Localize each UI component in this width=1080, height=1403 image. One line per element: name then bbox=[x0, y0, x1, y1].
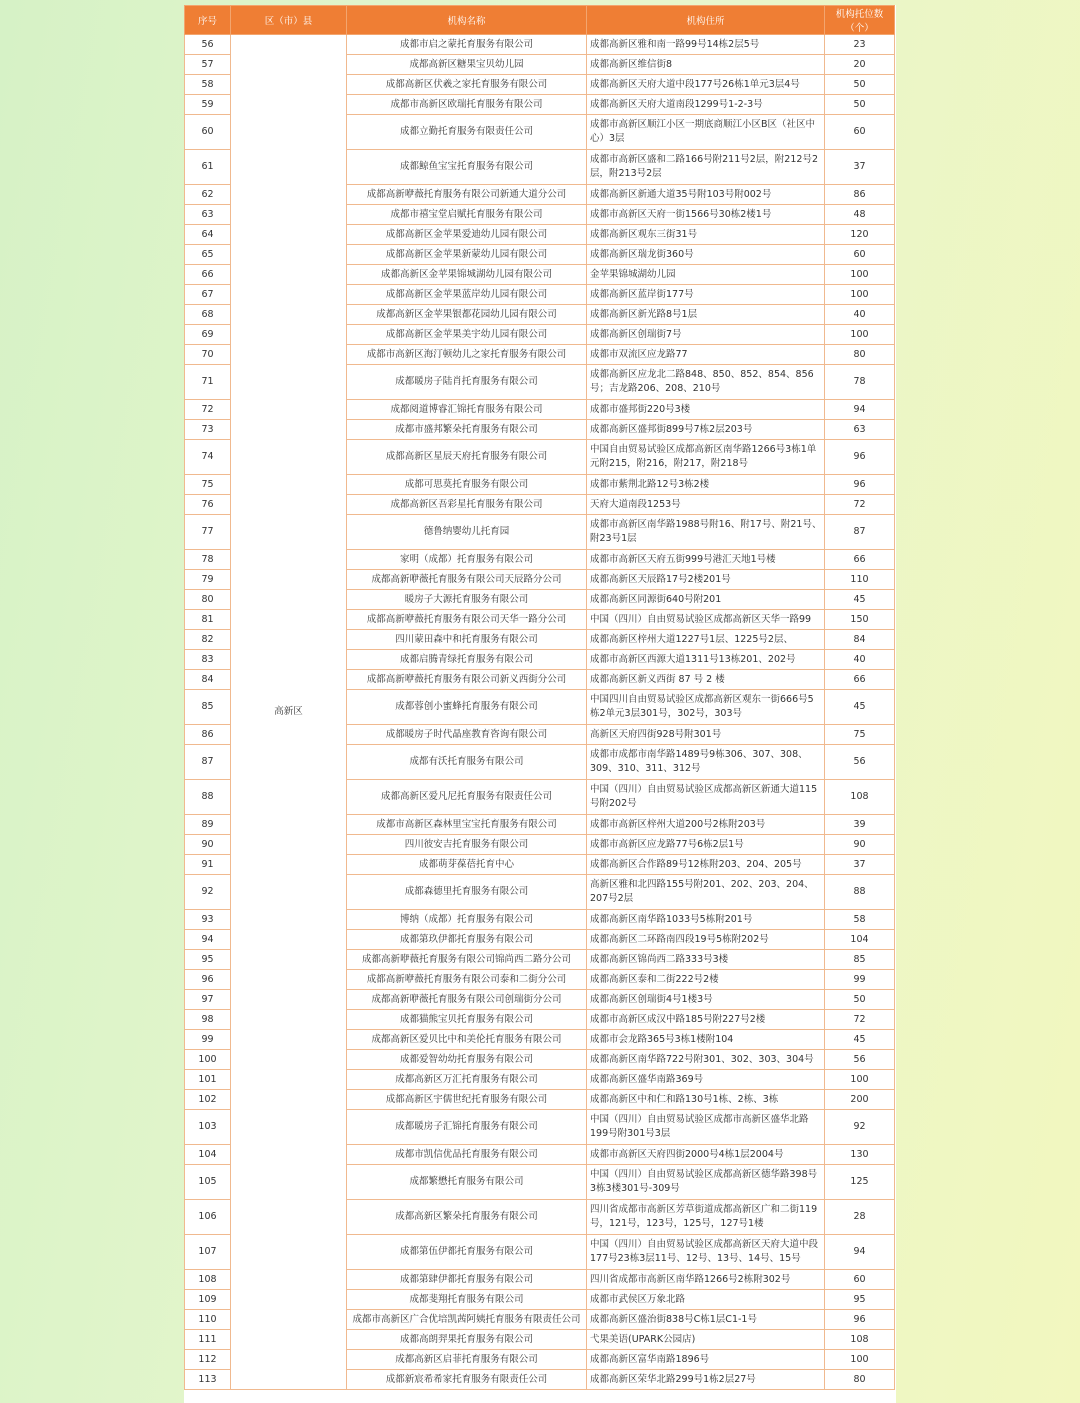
row-number: 96 bbox=[185, 970, 231, 990]
institution-address: 成都市盛邦街220号3楼 bbox=[587, 400, 825, 420]
institution-capacity: 78 bbox=[825, 365, 895, 400]
institution-name: 成都立勤托育服务有限责任公司 bbox=[347, 115, 587, 150]
institution-capacity: 84 bbox=[825, 630, 895, 650]
institution-address: 成都市成都市南华路1489号9栋306、307、308、309、310、311、312号 bbox=[587, 745, 825, 780]
institution-address: 成都高新区南华路1033号5栋附201号 bbox=[587, 910, 825, 930]
row-number: 67 bbox=[185, 285, 231, 305]
institution-address: 成都市高新区顺江小区一期底商顺江小区B区（社区中心）3层 bbox=[587, 115, 825, 150]
institution-address: 四川省成都市高新区南华路1266号2栋附302号 bbox=[587, 1270, 825, 1290]
institution-address: 中国自由贸易试验区成都高新区南华路1266号3栋1单元附215，附216，附217，附218号 bbox=[587, 440, 825, 475]
row-number: 98 bbox=[185, 1010, 231, 1030]
row-number: 82 bbox=[185, 630, 231, 650]
institution-capacity: 45 bbox=[825, 590, 895, 610]
institution-address: 成都市高新区天府一街1566号30栋2楼1号 bbox=[587, 205, 825, 225]
institution-capacity: 66 bbox=[825, 550, 895, 570]
institution-capacity: 40 bbox=[825, 305, 895, 325]
row-number: 99 bbox=[185, 1030, 231, 1050]
institution-address: 成都市高新区盛和二路166号附211号2层，附212号2层，附213号2层 bbox=[587, 150, 825, 185]
institution-capacity: 87 bbox=[825, 515, 895, 550]
institution-capacity: 96 bbox=[825, 440, 895, 475]
institution-capacity: 100 bbox=[825, 325, 895, 345]
institution-capacity: 108 bbox=[825, 1330, 895, 1350]
row-number: 79 bbox=[185, 570, 231, 590]
institution-capacity: 94 bbox=[825, 1235, 895, 1270]
row-number: 75 bbox=[185, 475, 231, 495]
institution-name: 成都萌芽葆蓓托育中心 bbox=[347, 855, 587, 875]
institution-address: 成都市高新区应龙路77号6栋2层1号 bbox=[587, 835, 825, 855]
row-number: 87 bbox=[185, 745, 231, 780]
institution-address: 成都高新区天府大道中段177号26栋1单元3层4号 bbox=[587, 75, 825, 95]
institution-address: 成都高新区瑞龙街360号 bbox=[587, 245, 825, 265]
institution-name: 成都高新咿薇托育服务有限公司新义西街分公司 bbox=[347, 670, 587, 690]
institution-capacity: 48 bbox=[825, 205, 895, 225]
institution-capacity: 75 bbox=[825, 725, 895, 745]
institution-address: 成都高新区二环路南四段19号5栋附202号 bbox=[587, 930, 825, 950]
row-number: 101 bbox=[185, 1070, 231, 1090]
row-number: 84 bbox=[185, 670, 231, 690]
institution-name: 成都高新咿薇托育服务有限公司创瑞街分公司 bbox=[347, 990, 587, 1010]
institution-capacity: 90 bbox=[825, 835, 895, 855]
row-number: 85 bbox=[185, 690, 231, 725]
institution-name: 成都高朗羿果托育服务有限公司 bbox=[347, 1330, 587, 1350]
institution-address: 成都市高新区成汉中路185号附227号2楼 bbox=[587, 1010, 825, 1030]
institution-capacity: 108 bbox=[825, 780, 895, 815]
institution-name: 成都高新咿薇托育服务有限公司泰和二街分公司 bbox=[347, 970, 587, 990]
row-number: 56 bbox=[185, 35, 231, 55]
institution-capacity: 88 bbox=[825, 875, 895, 910]
institution-address: 中国（四川）自由贸易试验区成都高新区天华一路99 bbox=[587, 610, 825, 630]
institution-capacity: 50 bbox=[825, 75, 895, 95]
institution-name: 成都可思莫托育服务有限公司 bbox=[347, 475, 587, 495]
institution-capacity: 100 bbox=[825, 285, 895, 305]
row-number: 102 bbox=[185, 1090, 231, 1110]
institution-address: 金苹果锦城湖幼儿园 bbox=[587, 265, 825, 285]
institution-capacity: 120 bbox=[825, 225, 895, 245]
institution-capacity: 50 bbox=[825, 990, 895, 1010]
institution-name: 成都阅道博睿汇锦托育服务有限公司 bbox=[347, 400, 587, 420]
row-number: 60 bbox=[185, 115, 231, 150]
row-number: 59 bbox=[185, 95, 231, 115]
district-cell: 高新区 bbox=[231, 35, 347, 1390]
institution-address: 成都高新区应龙北二路848、850、852、854、856号；吉龙路206、208、210号 bbox=[587, 365, 825, 400]
row-number: 106 bbox=[185, 1200, 231, 1235]
institution-capacity: 92 bbox=[825, 1110, 895, 1145]
row-number: 94 bbox=[185, 930, 231, 950]
institution-address: 成都高新区锦尚西二路333号3楼 bbox=[587, 950, 825, 970]
institution-capacity: 58 bbox=[825, 910, 895, 930]
institution-capacity: 39 bbox=[825, 815, 895, 835]
institution-name: 成都启腾青绿托育服务有限公司 bbox=[347, 650, 587, 670]
header-name: 机构名称 bbox=[347, 6, 587, 35]
institution-capacity: 200 bbox=[825, 1090, 895, 1110]
institution-capacity: 86 bbox=[825, 185, 895, 205]
institution-name: 成都高新区金苹果蓝岸幼儿园有限公司 bbox=[347, 285, 587, 305]
row-number: 90 bbox=[185, 835, 231, 855]
institution-capacity: 60 bbox=[825, 115, 895, 150]
institution-address: 成都市会龙路365号3栋1楼附104 bbox=[587, 1030, 825, 1050]
institution-capacity: 45 bbox=[825, 690, 895, 725]
institution-name: 成都猫熊宝贝托育服务有限公司 bbox=[347, 1010, 587, 1030]
row-number: 95 bbox=[185, 950, 231, 970]
institution-address: 高新区天府四街928号附301号 bbox=[587, 725, 825, 745]
institution-name: 成都高新区吾彩星托育服务有限公司 bbox=[347, 495, 587, 515]
institution-capacity: 40 bbox=[825, 650, 895, 670]
institution-name: 成都新宸希希家托育服务有限责任公司 bbox=[347, 1370, 587, 1390]
row-number: 113 bbox=[185, 1370, 231, 1390]
institution-name: 成都蓉创小蜜蜂托育服务有限公司 bbox=[347, 690, 587, 725]
institution-address: 成都高新区梓州大道1227号1层、1225号2层、 bbox=[587, 630, 825, 650]
institution-name: 成都高新区金苹果新蒙幼儿园有限公司 bbox=[347, 245, 587, 265]
row-number: 68 bbox=[185, 305, 231, 325]
institution-capacity: 100 bbox=[825, 1350, 895, 1370]
institution-name: 成都市高新区广合优培凯茜阿姨托育服务有限责任公司 bbox=[347, 1310, 587, 1330]
institution-address: 中国（四川）自由贸易试验区成都高新区天府大道中段177号23栋3层11号、12号、13号、14号、15号 bbox=[587, 1235, 825, 1270]
institution-name: 四川蒙田森中和托育服务有限公司 bbox=[347, 630, 587, 650]
row-number: 107 bbox=[185, 1235, 231, 1270]
institution-name: 成都有沃托育服务有限公司 bbox=[347, 745, 587, 780]
institution-name: 成都高新区爱贝比中和美伦托育服务有限公司 bbox=[347, 1030, 587, 1050]
row-number: 92 bbox=[185, 875, 231, 910]
institution-name: 成都市盛邦繁朵托育服务有限公司 bbox=[347, 420, 587, 440]
institution-capacity: 37 bbox=[825, 855, 895, 875]
row-number: 72 bbox=[185, 400, 231, 420]
table-body bbox=[185, 35, 895, 1390]
row-number: 103 bbox=[185, 1110, 231, 1145]
institution-capacity: 45 bbox=[825, 1030, 895, 1050]
institution-address: 中国（四川）自由贸易试验区成都高新区德华路398号3栋3楼301号-309号 bbox=[587, 1165, 825, 1200]
table-header-row bbox=[185, 6, 895, 35]
institution-address: 成都高新区雅和南一路99号14栋2层5号 bbox=[587, 35, 825, 55]
institution-name: 成都暖房子陆肖托育服务有限公司 bbox=[347, 365, 587, 400]
institution-address: 成都市高新区梓州大道200号2栋附203号 bbox=[587, 815, 825, 835]
institution-table-sheet bbox=[184, 5, 896, 1403]
institution-capacity: 104 bbox=[825, 930, 895, 950]
row-number: 63 bbox=[185, 205, 231, 225]
row-number: 57 bbox=[185, 55, 231, 75]
institution-capacity: 100 bbox=[825, 265, 895, 285]
institution-capacity: 96 bbox=[825, 1310, 895, 1330]
institution-capacity: 94 bbox=[825, 400, 895, 420]
institution-capacity: 80 bbox=[825, 345, 895, 365]
row-number: 69 bbox=[185, 325, 231, 345]
table-row bbox=[185, 35, 895, 55]
institution-name: 成都市禧宝堂启赋托育服务有限公司 bbox=[347, 205, 587, 225]
institution-address: 成都高新区新通大道35号附103号附002号 bbox=[587, 185, 825, 205]
institution-name: 成都爱智幼幼托育服务有限公司 bbox=[347, 1050, 587, 1070]
row-number: 110 bbox=[185, 1310, 231, 1330]
institution-name: 成都市高新区森林里宝宝托育服务有限公司 bbox=[347, 815, 587, 835]
row-number: 97 bbox=[185, 990, 231, 1010]
institution-address: 成都高新区维信街8 bbox=[587, 55, 825, 75]
institution-name: 博纳（成都）托育服务有限公司 bbox=[347, 910, 587, 930]
institution-address: 四川省成都市高新区芳草街道成都高新区广和二街119号，121号，123号，125号，127号1楼 bbox=[587, 1200, 825, 1235]
institution-name: 成都鲸鱼宝宝托育服务有限公司 bbox=[347, 150, 587, 185]
institution-address: 天府大道南段1253号 bbox=[587, 495, 825, 515]
institution-capacity: 37 bbox=[825, 150, 895, 185]
institution-address: 成都高新区天辰路17号2楼201号 bbox=[587, 570, 825, 590]
institution-address: 成都高新区中和仁和路130号1栋、2栋、3栋 bbox=[587, 1090, 825, 1110]
row-number: 89 bbox=[185, 815, 231, 835]
institution-address: 成都高新区新义西街 87 号 2 楼 bbox=[587, 670, 825, 690]
institution-name: 成都高新区糖果宝贝幼儿园 bbox=[347, 55, 587, 75]
institution-address: 成都高新区盛治街838号C栋1层C1-1号 bbox=[587, 1310, 825, 1330]
row-number: 66 bbox=[185, 265, 231, 285]
childcare-institution-table bbox=[184, 5, 895, 1390]
institution-capacity: 50 bbox=[825, 95, 895, 115]
institution-name: 成都高新区爱凡尼托育服务有限责任公司 bbox=[347, 780, 587, 815]
institution-address: 成都高新区合作路89号12栋附203、204、205号 bbox=[587, 855, 825, 875]
institution-address: 成都高新区盛邦街899号7栋2层203号 bbox=[587, 420, 825, 440]
institution-name: 成都森德里托育服务有限公司 bbox=[347, 875, 587, 910]
institution-name: 成都高新区万汇托育服务有限公司 bbox=[347, 1070, 587, 1090]
institution-capacity: 85 bbox=[825, 950, 895, 970]
institution-capacity: 72 bbox=[825, 495, 895, 515]
institution-address: 中国（四川）自由贸易试验区成都市高新区盛华北路199号附301号3层 bbox=[587, 1110, 825, 1145]
institution-address: 成都高新区盛华南路369号 bbox=[587, 1070, 825, 1090]
institution-name: 成都第伍伊都托育服务有限公司 bbox=[347, 1235, 587, 1270]
institution-name: 成都高新区星辰天府托育服务有限公司 bbox=[347, 440, 587, 475]
institution-name: 成都高新咿薇托育服务有限公司锦尚西二路分公司 bbox=[347, 950, 587, 970]
row-number: 81 bbox=[185, 610, 231, 630]
row-number: 112 bbox=[185, 1350, 231, 1370]
institution-name: 成都第肆伊都托育服务有限公司 bbox=[347, 1270, 587, 1290]
institution-address: 成都市双流区应龙路77 bbox=[587, 345, 825, 365]
row-number: 78 bbox=[185, 550, 231, 570]
institution-capacity: 130 bbox=[825, 1145, 895, 1165]
institution-name: 成都高新咿薇托育服务有限公司天辰路分公司 bbox=[347, 570, 587, 590]
institution-name: 成都高新区金苹果银都花园幼儿园有限公司 bbox=[347, 305, 587, 325]
institution-address: 成都高新区同源街640号附201 bbox=[587, 590, 825, 610]
row-number: 83 bbox=[185, 650, 231, 670]
row-number: 71 bbox=[185, 365, 231, 400]
row-number: 58 bbox=[185, 75, 231, 95]
institution-address: 成都高新区南华路722号附301、302、303、304号 bbox=[587, 1050, 825, 1070]
institution-name: 成都繁懋托育服务有限公司 bbox=[347, 1165, 587, 1200]
institution-capacity: 95 bbox=[825, 1290, 895, 1310]
row-number: 74 bbox=[185, 440, 231, 475]
institution-address: 成都市紫荆北路12号3栋2楼 bbox=[587, 475, 825, 495]
row-number: 91 bbox=[185, 855, 231, 875]
institution-capacity: 66 bbox=[825, 670, 895, 690]
institution-capacity: 20 bbox=[825, 55, 895, 75]
row-number: 70 bbox=[185, 345, 231, 365]
institution-capacity: 96 bbox=[825, 475, 895, 495]
institution-address: 成都高新区天府大道南段1299号1-2-3号 bbox=[587, 95, 825, 115]
institution-capacity: 150 bbox=[825, 610, 895, 630]
row-number: 77 bbox=[185, 515, 231, 550]
institution-capacity: 110 bbox=[825, 570, 895, 590]
institution-capacity: 99 bbox=[825, 970, 895, 990]
institution-name: 成都高新区繁朵托育服务有限公司 bbox=[347, 1200, 587, 1235]
row-number: 108 bbox=[185, 1270, 231, 1290]
row-number: 104 bbox=[185, 1145, 231, 1165]
institution-name: 成都市启之蒙托育服务有限公司 bbox=[347, 35, 587, 55]
institution-name: 暖房子大源托育服务有限公司 bbox=[347, 590, 587, 610]
institution-address: 弋果美语(UPARK公园店) bbox=[587, 1330, 825, 1350]
row-number: 80 bbox=[185, 590, 231, 610]
institution-name: 家明（成都）托育服务有限公司 bbox=[347, 550, 587, 570]
institution-address: 成都高新区创瑞街7号 bbox=[587, 325, 825, 345]
institution-name: 成都市高新区海汀顿幼儿之家托育服务有限公司 bbox=[347, 345, 587, 365]
institution-address: 成都市高新区天府五街999号港汇天地1号楼 bbox=[587, 550, 825, 570]
row-number: 109 bbox=[185, 1290, 231, 1310]
institution-name: 德鲁纳婴幼儿托育园 bbox=[347, 515, 587, 550]
institution-name: 成都市高新区欧瑞托育服务有限公司 bbox=[347, 95, 587, 115]
institution-capacity: 60 bbox=[825, 245, 895, 265]
row-number: 86 bbox=[185, 725, 231, 745]
row-number: 105 bbox=[185, 1165, 231, 1200]
institution-address: 成都市高新区天府四街2000号4栋1层2004号 bbox=[587, 1145, 825, 1165]
institution-address: 成都高新区新光路8号1层 bbox=[587, 305, 825, 325]
institution-capacity: 80 bbox=[825, 1370, 895, 1390]
institution-name: 成都高新区启菲托育服务有限公司 bbox=[347, 1350, 587, 1370]
institution-address: 高新区雅和北四路155号附201、202、203、204、207号2层 bbox=[587, 875, 825, 910]
institution-address: 中国（四川）自由贸易试验区成都高新区新通大道115号附202号 bbox=[587, 780, 825, 815]
institution-name: 成都高新区宇儒世纪托育服务有限公司 bbox=[347, 1090, 587, 1110]
institution-name: 成都斐翔托育服务有限公司 bbox=[347, 1290, 587, 1310]
institution-address: 成都市武侯区万象北路 bbox=[587, 1290, 825, 1310]
institution-address: 中国四川自由贸易试验区成都高新区观东一街666号5栋2单元3层301号，302号，303号 bbox=[587, 690, 825, 725]
header-capacity: 机构托位数（个） bbox=[825, 6, 895, 35]
institution-name: 成都市凯信优品托育服务有限公司 bbox=[347, 1145, 587, 1165]
institution-capacity: 100 bbox=[825, 1070, 895, 1090]
institution-name: 成都高新区伏羲之家托育服务有限公司 bbox=[347, 75, 587, 95]
institution-address: 成都高新区创瑞街4号1楼3号 bbox=[587, 990, 825, 1010]
institution-address: 成都市高新区西源大道1311号13栋201、202号 bbox=[587, 650, 825, 670]
institution-address: 成都高新区泰和二街222号2楼 bbox=[587, 970, 825, 990]
institution-name: 成都高新区金苹果美宇幼儿园有限公司 bbox=[347, 325, 587, 345]
institution-address: 成都高新区荣华北路299号1栋2层27号 bbox=[587, 1370, 825, 1390]
row-number: 73 bbox=[185, 420, 231, 440]
institution-address: 成都高新区蓝岸街177号 bbox=[587, 285, 825, 305]
institution-name: 成都暖房子汇锦托育服务有限公司 bbox=[347, 1110, 587, 1145]
row-number: 76 bbox=[185, 495, 231, 515]
institution-name: 四川彼安吉托育服务有限公司 bbox=[347, 835, 587, 855]
institution-capacity: 56 bbox=[825, 1050, 895, 1070]
header-no: 序号 bbox=[185, 6, 231, 35]
institution-capacity: 72 bbox=[825, 1010, 895, 1030]
institution-address: 成都高新区富华南路1896号 bbox=[587, 1350, 825, 1370]
institution-address: 成都市高新区南华路1988号附16、附17号、附21号、附23号1层 bbox=[587, 515, 825, 550]
institution-name: 成都暖房子时代晶座教育咨询有限公司 bbox=[347, 725, 587, 745]
row-number: 111 bbox=[185, 1330, 231, 1350]
institution-name: 成都高新区金苹果爱迪幼儿园有限公司 bbox=[347, 225, 587, 245]
institution-address: 成都高新区观东三街31号 bbox=[587, 225, 825, 245]
institution-capacity: 60 bbox=[825, 1270, 895, 1290]
row-number: 100 bbox=[185, 1050, 231, 1070]
institution-capacity: 23 bbox=[825, 35, 895, 55]
institution-capacity: 63 bbox=[825, 420, 895, 440]
header-district: 区（市）县 bbox=[231, 6, 347, 35]
institution-capacity: 28 bbox=[825, 1200, 895, 1235]
row-number: 64 bbox=[185, 225, 231, 245]
row-number: 93 bbox=[185, 910, 231, 930]
institution-capacity: 56 bbox=[825, 745, 895, 780]
row-number: 65 bbox=[185, 245, 231, 265]
institution-name: 成都高新咿薇托育服务有限公司新通大道分公司 bbox=[347, 185, 587, 205]
institution-capacity: 125 bbox=[825, 1165, 895, 1200]
row-number: 61 bbox=[185, 150, 231, 185]
institution-name: 成都高新区金苹果锦城湖幼儿园有限公司 bbox=[347, 265, 587, 285]
row-number: 88 bbox=[185, 780, 231, 815]
row-number: 62 bbox=[185, 185, 231, 205]
header-address: 机构住所 bbox=[587, 6, 825, 35]
institution-name: 成都第玖伊都托育服务有限公司 bbox=[347, 930, 587, 950]
institution-name: 成都高新咿薇托育服务有限公司天华一路分公司 bbox=[347, 610, 587, 630]
